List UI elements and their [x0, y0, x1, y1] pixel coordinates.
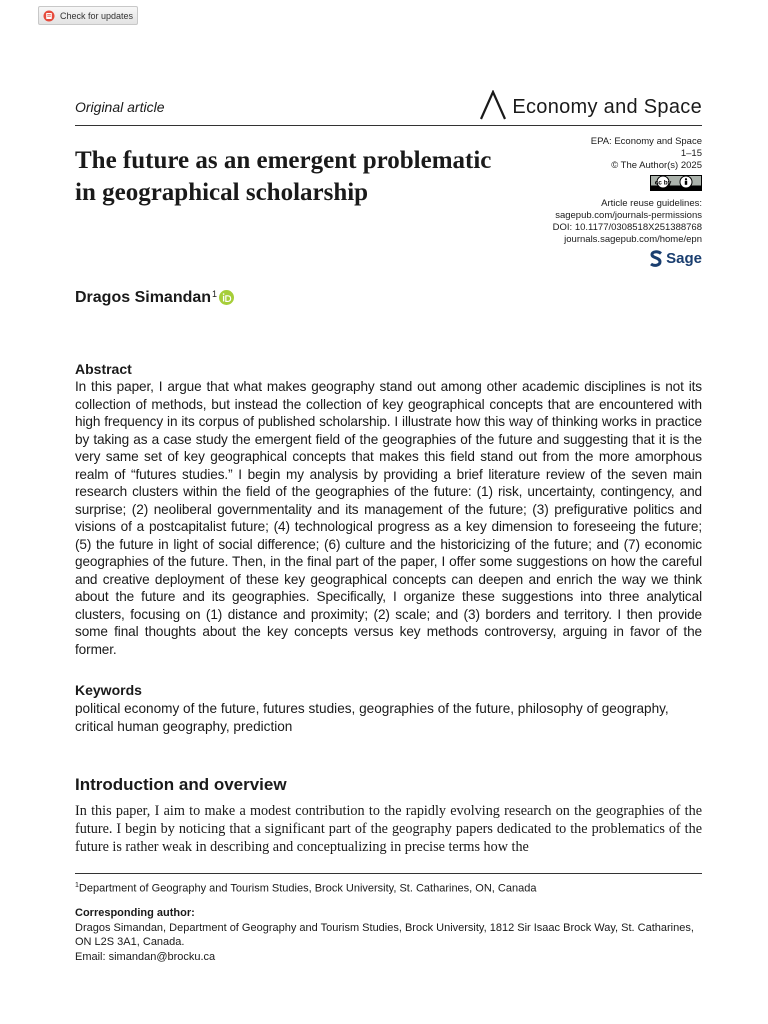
- orcid-icon[interactable]: [219, 290, 234, 305]
- journal-name: Economy and Space: [512, 96, 702, 118]
- check-for-updates-button[interactable]: [38, 6, 138, 25]
- journal-homepage-link[interactable]: journals.sagepub.com/home/epn: [564, 234, 702, 246]
- section-heading-introduction: Introduction and overview: [75, 775, 287, 794]
- meta-copyright: © The Author(s) 2025: [611, 160, 702, 172]
- corresponding-author-email[interactable]: Email: simandan@brocku.ca: [75, 950, 216, 963]
- journal-brand: [478, 90, 702, 120]
- introduction-text: In this paper, I aim to make a modest contribution to the rapidly evolving research on the geographies of the future. I begin by noticing that a significant part of the geography papers dedicated to the problematics of the future is rather weak in describing and conceptualizing in precise terms how the: [75, 803, 702, 855]
- footnote-divider: [75, 873, 702, 874]
- journal-a-logo-icon: [478, 90, 508, 120]
- affiliation-footnote: [75, 882, 536, 895]
- abstract-text: In this paper, I argue that what makes geography stand out among other academic disciplines is not its collection of methods, but instead the collection of key geographical concepts that are encountered with high frequency in its corpus of published scholarship. I illustrate how this way of thinking works in practice by taking as a case study the emergent field of the geographies of the future and suggesting that it is the very same set of key geographical concepts that makes this field stand out from the more amorphous realm of “futures studies.” I begin my analysis by providing a brief literature review of the seven main research clusters within the field of the geographies of the future: (1) risk, uncertainty, contingency, and surprise; (2) neoliberal governmentality and its management of the future; (3) prefigurative politics and visions of a postcapitalist future; (4) technological progress as a key dimension to foreseeing the future; (5) the future in light of social difference; (6) culture and the historicizing of the future; and (7) economic geographies of the future. Then, in the final part of the paper, I offer some suggestions on how the careful and creative deployment of these key geographical concepts can deepen and enrich the way we think about the future and its geographies. Specifically, I organize these suggestions into three analytical clusters, focusing on (1) distance and proximity; (2) scale; and (3) borders and territory. I then provide some final thoughts about the key concepts versus key methods controversy, arguing in favor of the former.: [75, 379, 702, 657]
- reuse-guidelines-label: Article reuse guidelines:: [601, 197, 702, 209]
- cc-license-label: cc by: [654, 179, 672, 187]
- corresponding-author-address: Dragos Simandan, Department of Geography and Tourism Studies, Brock University, 1812 Sir Isaac Brock Way, St. Catharines, ON L2S 3A1, Canada.: [75, 921, 694, 948]
- corresponding-author-heading: Corresponding author:: [75, 907, 195, 919]
- header-divider: [75, 125, 702, 126]
- article-type: Original article: [75, 99, 165, 115]
- meta-pages: 1–15: [680, 148, 702, 160]
- update-icon: [43, 10, 55, 22]
- sage-label: Sage: [666, 249, 702, 267]
- author-affiliation-mark: 1: [212, 289, 218, 299]
- cc-by-license-icon[interactable]: [650, 175, 702, 191]
- footnote-mark: 1: [75, 882, 79, 889]
- meta-journal: EPA: Economy and Space: [590, 136, 702, 147]
- article-meta: [482, 136, 702, 272]
- check-for-updates-label: Check for updates: [60, 10, 134, 21]
- affiliation-text: Department of Geography and Tourism Studies, Brock University, St. Catharines, ON, Canada: [78, 882, 537, 895]
- sage-logo: [649, 250, 702, 268]
- sage-s-icon: [649, 250, 663, 268]
- keywords-text: political economy of the future, futures studies, geographies of the future, philosophy of geography, critical human geography, prediction: [75, 701, 669, 734]
- author-name: Dragos Simandan: [75, 289, 212, 306]
- corresponding-author: [75, 906, 702, 964]
- doi-link[interactable]: DOI: 10.1177/0308518X251388768: [552, 222, 702, 234]
- keywords-heading: Keywords: [75, 682, 142, 698]
- author-line: [75, 289, 234, 307]
- abstract-heading: Abstract: [75, 361, 132, 377]
- article-title: The future as an emergent problematic in geographical scholarship: [75, 147, 492, 206]
- permissions-link[interactable]: sagepub.com/journals-permissions: [555, 210, 702, 222]
